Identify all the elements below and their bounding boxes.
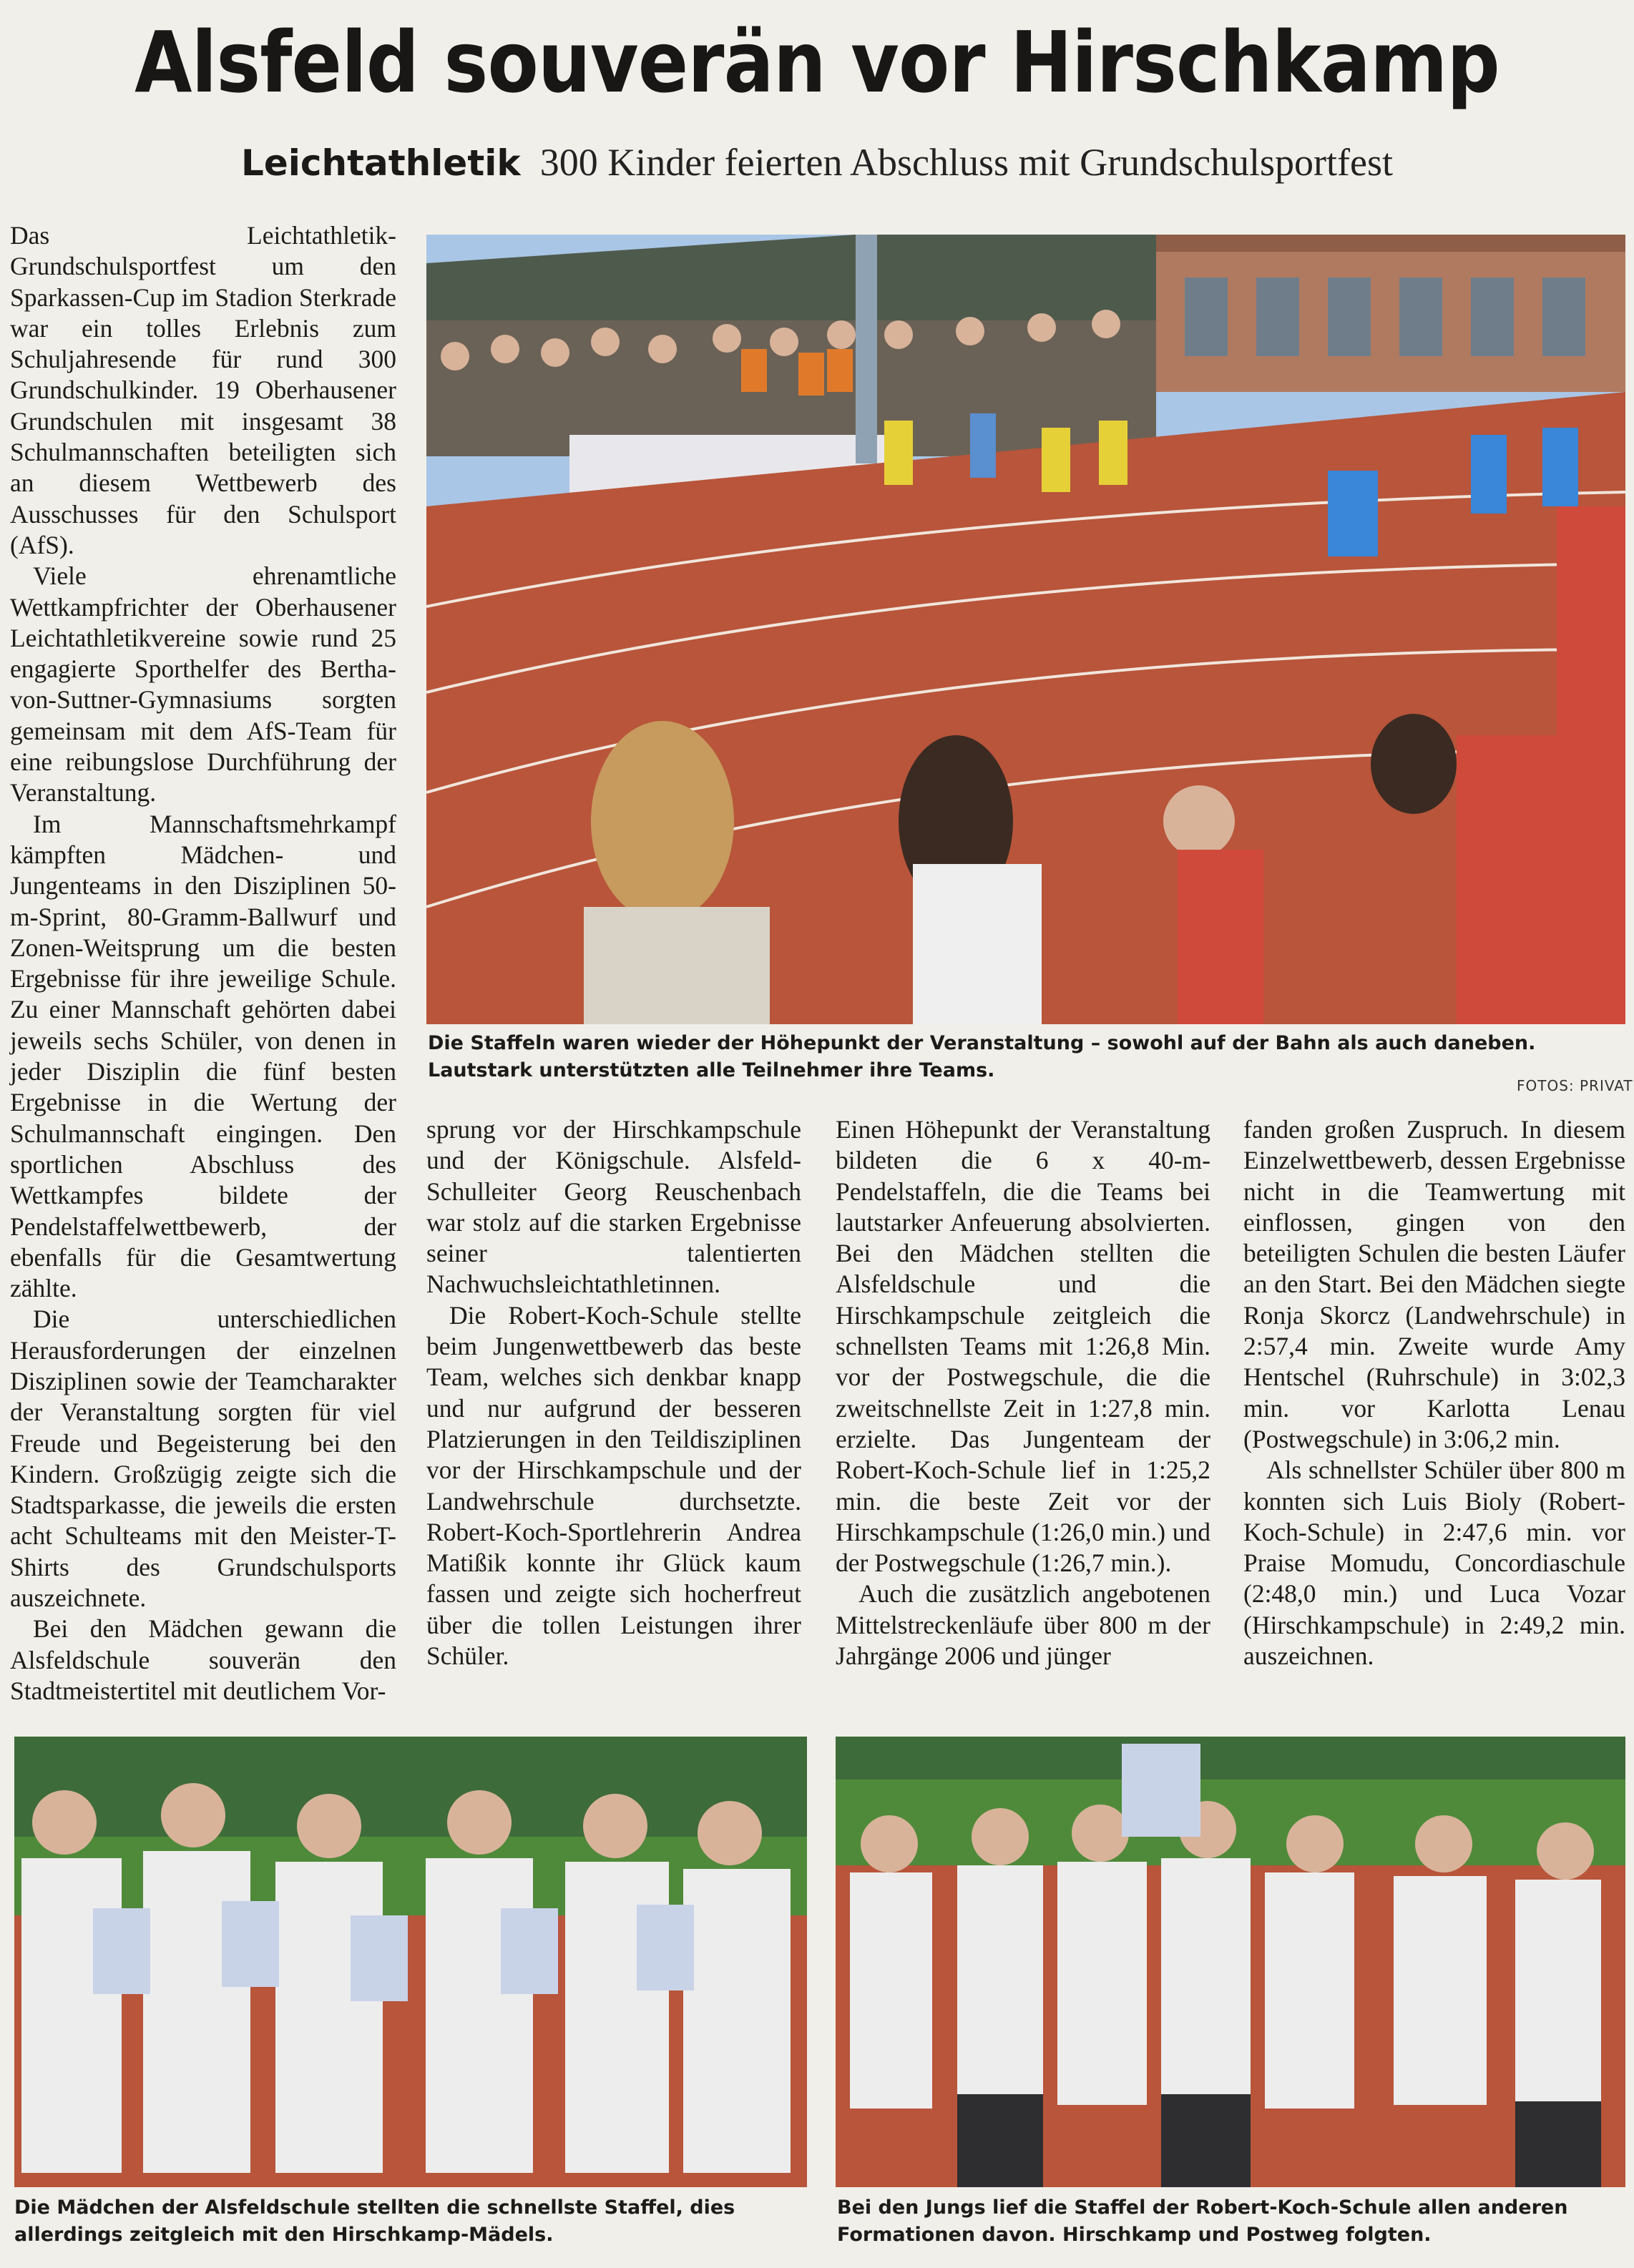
paragraph: Als schnellster Schüler über 800 m konnten sich Luis Bioly (Robert-Koch-Schule) in 2:47,6 min. vor Praise Momudu, Concordiaschule (2:48,0 min.) und Luca Vozar (Hirschkampschule) in 2:49,2 min. auszeichnen.	[1243, 1455, 1625, 1671]
paragraph: Im Mannschaftsmehrkampf kämpften Mädchen- und Jungenteams in den Disziplinen 50-m-Sprint, 80-Gramm-Ballwurf und Zonen-Weitsprung um die besten Ergebnisse für ihre jeweilige Schule. Zu einer Mannschaft gehörten dabei jeweils sechs Schüler, von denen in jeder Disziplin die fünf besten Ergebnisse in die Wertung der Schulmannschaft eingingen. Den sportlichen Abschluss des Wettkampfes bildete der Pendelstaffelwettbewerb, der ebenfalls für die Gesamtwertung zählte.	[10, 809, 396, 1303]
paragraph: fanden großen Zuspruch. In diesem Einzelwettbewerb, dessen Ergebnisse nicht in die Teamwertung mit einflossen, gingen von den beteiligten Schulen die besten Läufer an den Start. Bei den Mädchen siegte Ronja Skorcz (Landwehrschule) in 2:57,4 min. Zweite wurde Amy Hentschel (Ruhrschule) in 3:02,3 min. vor Karlotta Lenau (Postwegschule) in 3:06,2 min.	[1243, 1115, 1625, 1453]
paragraph: Bei den Mädchen gewann die Alsfeldschule souverän den Stadtmeistertitel mit deutlichem Vor-	[10, 1614, 396, 1705]
photo-girls-team	[14, 1737, 807, 2187]
subline	[0, 140, 1634, 185]
paragraph: Einen Höhepunkt der Veranstaltung bildeten die 6 x 40-m-Pendelstaffeln, die die Teams bei lautstarker Anfeuerung absolvierten. Bei den Mädchen stellten die Alsfeldschule und die Hirschkampschule zeitgleich die schnellsten Teams mit 1:26,8 Min. vor der Postwegschule, die die zweitschnellste Zeit in 1:27,8 min. erzielte. Das Jungenteam der Robert-Koch-Schule lief in 1:25,2 min. die beste Zeit vor der Hirschkampschule (1:26,0 min.) und der Postwegschule (1:26,7 min.).	[836, 1115, 1210, 1578]
boys-team-illustration	[836, 1737, 1625, 2187]
paragraph: Viele ehrenamtliche Wettkampfrichter der Oberhausener Leichtathletikvereine sowie rund 25 engagierte Sporthelfer des Bertha-von-Suttner-Gymnasiums sorgten gemeinsam mit dem AfS-Team für eine reibungslose Durchführung der Veranstaltung.	[10, 561, 396, 807]
deck: 300 Kinder feierten Abschluss mit Grundschulsportfest	[539, 141, 1394, 184]
photo-credit: FOTOS: PRIVAT	[1517, 1077, 1633, 1094]
paragraph: Die Robert-Koch-Schule stellte beim Jungenwettbewerb das beste Team, welches sich denkbar knapp und nur aufgrund der besseren Platzierungen in den Teildisziplinen vor der Hirschkampschule und der Landwehrschule durchsetzte. Robert-Koch-Sportlehrerin Andrea Matißik konnte ihr Glück kaum fassen und zeigte sich hocherfreut über die tollen Leistungen ihrer Schüler.	[426, 1300, 801, 1671]
paragraph: Die unterschiedlichen Herausforderungen der einzelnen Disziplinen sowie der Teamcharakter der Veranstaltung sorgten für viel Freude und Begeisterung bei den Kindern. Großzügig zeigte sich die Stadtsparkasse, die jeweils die ersten acht Schulteams mit den Meister-T-Shirts des Grundschulsports auszeichnete.	[10, 1305, 396, 1613]
kicker: Leichtathletik	[240, 142, 521, 184]
paragraph: sprung vor der Hirschkampschule und der Königschule. Alsfeld-Schulleiter Georg Reuschenbach war stolz auf die starken Ergebnisse seiner talentierten Nachwuchsleichtathletinnen.	[426, 1115, 801, 1299]
photo-boys-team	[836, 1737, 1625, 2187]
girls-team-illustration	[14, 1737, 807, 2187]
text-column-1	[10, 220, 396, 1707]
girls-photo-caption: Die Mädchen der Alsfeldschule stellten die schnellste Staffel, dies allerdings zeitgleich mit den Hirschkamp-Mädels.	[14, 2196, 735, 2246]
text-column-4	[1243, 1114, 1625, 1671]
main-photo-relay-race	[426, 235, 1625, 1024]
relay-race-illustration	[426, 235, 1625, 1024]
paragraph: Auch die zusätzlich angebotenen Mittelstreckenläufe über 800 m der Jahrgänge 2006 und jünger	[836, 1579, 1210, 1671]
boys-photo-caption: Bei den Jungs lief die Staffel der Robert-Koch-Schule allen anderen Formationen davon. Hirschkamp und Postweg folgten.	[837, 2196, 1568, 2246]
paragraph: Das Leichtathletik-Grundschulsportfest um den Sparkassen-Cup im Stadion Sterkrade war ein tolles Erlebnis zum Schuljahresende für rund 300 Grundschulkinder. 19 Oberhausener Grundschulen mit insgesamt 38 Schulmannschaften beteiligten sich an diesem Wettbewerb des Ausschusses für den Schulsport (AfS).	[10, 221, 396, 559]
main-photo-caption: Die Staffeln waren wieder der Höhepunkt der Veranstaltung – sowohl auf der Bahn als auch daneben. Lautstark unterstützten alle Teilnehmer ihre Teams.	[428, 1032, 1536, 1081]
text-column-3	[836, 1114, 1210, 1671]
text-column-2	[426, 1114, 801, 1671]
headline: Alsfeld souverän vor Hirschkamp	[134, 13, 1500, 112]
